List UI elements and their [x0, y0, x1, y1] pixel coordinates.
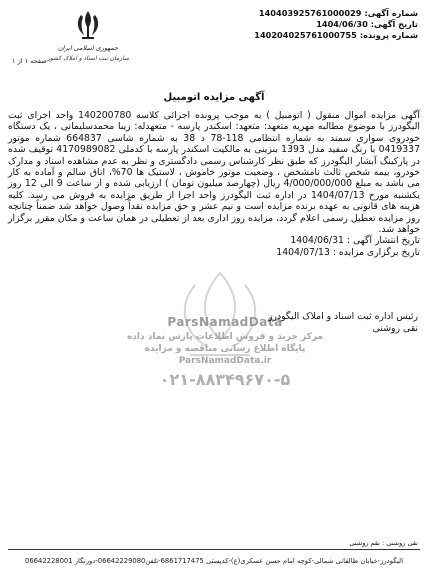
file-number-label: شماره پرونده:: [359, 30, 418, 41]
watermark-line-2: پایگاه اطلاع رسانی مناقصه و مزایده: [144, 344, 306, 354]
watermark-line-3: ParsNamadData.ir: [178, 356, 272, 366]
watermark-phone: ۰۲۱-۸۸۳۴۹۶۷۰-۵: [159, 370, 291, 389]
notice-paragraph: آگهی مزایده اموال منقول ( اتومبیل ) به موجب پرونده اجرائی کلاسه 140200780 واحد اجرای ثبت الیگودرز با موضوع مطالبه مهریه متعهد: متعهد: اسکندر پارسه - متعهدله: زیبا محمدسلیمانی ، یک دستگاه خودروی سواری سمند به شماره انتظامی 118-78 د 38 به شماره شاسی 664837 شماره موتور 0419337 با رنگ سفید مدل 1393 بنزینی به مالکیت اسکندر پارسه با کدملی 4170989082 توقیف شده در پارکینگ آبشار الیگودرز که طبق نظر کارشناس رسمی دادگستری و نظر به عدم مشاهده اسناد و مدارک خودرو، بیمه شخص ثالث نامشخص ، وضعیت موتور خاموش ، لاستیک ها 70%، اتاق سالم و آماده به کار می باشد به مبلغ 4/000/000/000 ریال (چهارصد میلیون تومان ) ارزیابی شده و از ساعت 9 الی 12 روز یکشنبه مورخ 1404/07/13 در اداره ثبت الیگودرز واحد اجرا از طریق مزایده به فروش می رسد. کلیه هزینه های قانونی به عهده برنده مزایده است و نیم عشر و حق مزایده نقداً وصول خواهد شد ضمناً چنانچه روز مزایده تعطیل رسمی اعلام گردد، مزایده روز اداری بعد از تعطیلی در همان ساعت و مکان مقرر برگزار خواهد شد.: [8, 110, 421, 236]
ad-date: 1404/06/30: [316, 19, 368, 30]
emblem-caption-1: جمهوری اسلامی ایران: [57, 44, 119, 52]
ad-number: 140403925761000029: [258, 8, 362, 18]
file-number: 140204025761000755: [254, 30, 357, 41]
notice-body: [8, 110, 420, 258]
page-number: صفحه ۱ از ۱: [12, 57, 47, 65]
footer-name: نقی روشنی : نقم روشنی: [349, 539, 418, 547]
iran-emblem-icon: [71, 8, 105, 42]
footer-address: الیگودرز-خیابان طالقانی شمالی-کوچه امام حسن عسکری(ع)-کدپستی 6861717475-تلفن06642229080-دورنگار 06642228001: [25, 557, 403, 565]
ad-date-row: [254, 19, 418, 30]
auction-date-line: تاریخ برگزاری مزایده : 1404/07/13: [276, 246, 420, 258]
ad-number-row: [254, 8, 418, 19]
ad-number-label: شماره آگهی:: [364, 8, 418, 18]
footer-divider: [8, 549, 420, 550]
ad-date-label: تاریخ آگهی:: [370, 19, 418, 30]
notice-title: آگهی مزایده اتومبیل: [163, 92, 265, 103]
publish-date-line: تاریخ انتشار آگهی : 1404/06/31: [290, 235, 420, 247]
watermark-line-1: مرکز خرید و فروش اطلاعات پارس نماد داده: [126, 332, 324, 342]
watermark-brand: ParsNamadData: [167, 315, 283, 329]
signature-block: [118, 311, 418, 334]
emblem-caption-2: سازمان ثبت اسناد و املاک کشور: [46, 55, 130, 62]
ad-meta: [254, 8, 418, 42]
signature-title: رئیس اداره ثبت اسناد و املاک الیگودرز: [267, 311, 418, 322]
file-number-row: [254, 30, 418, 41]
organization-emblem: [18, 8, 158, 88]
signature-name: نقی روشنی: [372, 322, 418, 334]
